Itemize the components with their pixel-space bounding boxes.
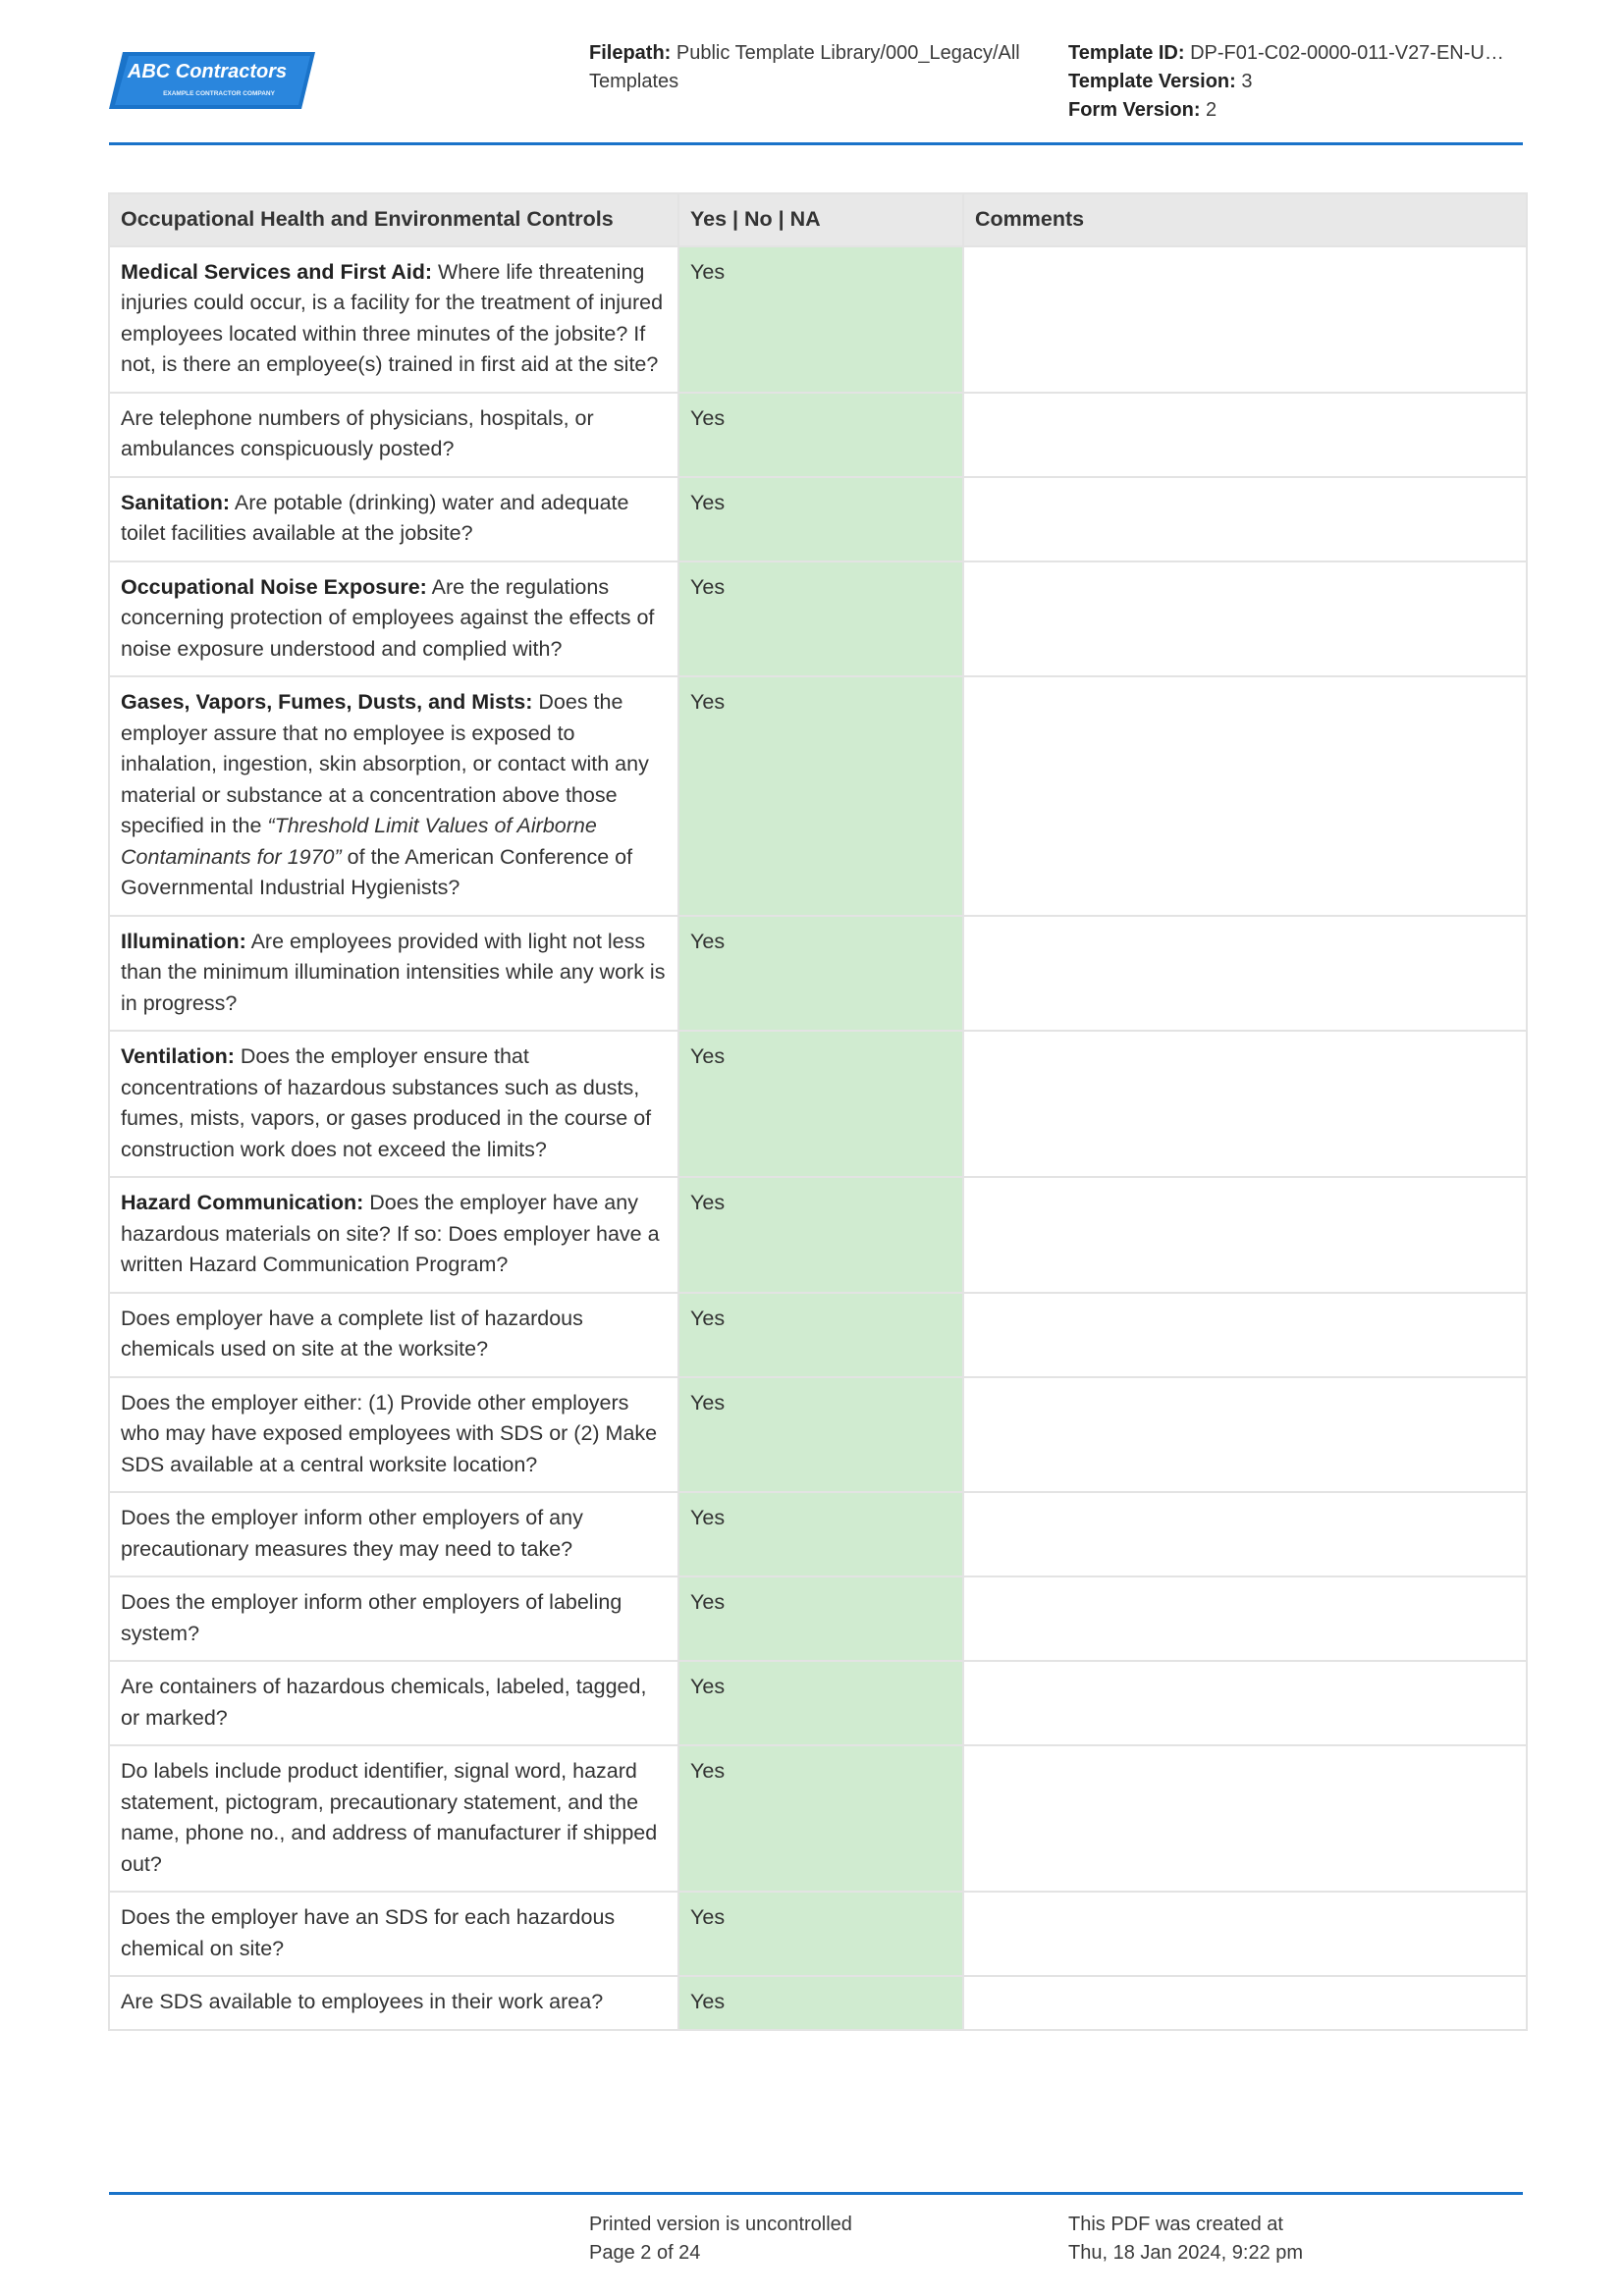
uncontrolled-notice: Printed version is uncontrolled (589, 2214, 852, 2235)
template-meta-block (1068, 39, 1525, 125)
question-label: Sanitation: (121, 490, 231, 514)
question-label: Occupational Noise Exposure: (121, 574, 427, 599)
table-row (109, 916, 1527, 1032)
question-text: Does the employer have any hazardous materials on site? If so: Does employer have a written Hazard Communication Program? (121, 1191, 660, 1276)
filepath-value: Public Template Library/000_Legacy/All Templates (589, 42, 1020, 92)
question-cell (109, 1031, 678, 1177)
question-cell (109, 561, 678, 677)
answer-cell[interactable]: Yes (678, 1745, 963, 1892)
form-version-line (1068, 96, 1525, 125)
question-cell (109, 1177, 678, 1293)
table-row (109, 1293, 1527, 1377)
question-cell (109, 393, 678, 477)
question-citation: “Threshold Limit Values of Airborne Contaminants for 1970” (121, 814, 597, 869)
question-cell (109, 1492, 678, 1576)
table-row (109, 393, 1527, 477)
answer-cell[interactable]: Yes (678, 1576, 963, 1661)
comment-cell[interactable] (963, 1031, 1527, 1177)
question-text: Are employees provided with light not less than the minimum illumination intensities while any work is in progress? (121, 929, 666, 1015)
answer-cell[interactable]: Yes (678, 393, 963, 477)
table-row (109, 1377, 1527, 1493)
footer-print-info (589, 2211, 1001, 2268)
question-cell (109, 246, 678, 393)
answer-cell[interactable]: Yes (678, 1293, 963, 1377)
answer-cell[interactable]: Yes (678, 1177, 963, 1293)
answer-cell[interactable]: Yes (678, 1976, 963, 2030)
filepath-block (589, 39, 1041, 96)
comment-cell[interactable] (963, 916, 1527, 1032)
answer-cell[interactable]: Yes (678, 1661, 963, 1745)
header-divider (109, 142, 1523, 145)
question-cell (109, 676, 678, 916)
question-cell (109, 916, 678, 1032)
answer-cell[interactable]: Yes (678, 561, 963, 677)
question-text: Does the employer either: (1) Provide other employers who may have exposed employees with SDS or (2) Make SDS available at a central worksite location? (121, 1390, 658, 1476)
column-header-question: Occupational Health and Environmental Controls (109, 193, 678, 246)
table-row (109, 246, 1527, 393)
comment-cell[interactable] (963, 676, 1527, 916)
comment-cell[interactable] (963, 1492, 1527, 1576)
question-text: Do labels include product identifier, signal word, hazard statement, pictogram, precautionary statement, and the name, phone no., and address of manufacturer if shipped out? (121, 1759, 658, 1876)
question-label: Ventilation: (121, 1044, 235, 1068)
page-number: Page 2 of 24 (589, 2242, 701, 2264)
table-header-row (109, 193, 1527, 246)
checklist-table (108, 192, 1528, 2031)
comment-cell[interactable] (963, 246, 1527, 393)
logo-tagline: EXAMPLE CONTRACTOR COMPANY (163, 90, 275, 97)
question-text-tail: of the American Conference of Governmental Industrial Hygienists? (121, 844, 633, 899)
question-text: Does the employer assure that no employee is exposed to inhalation, ingestion, skin absorption, or contact with any material or substance at a concentration above those specified in the (121, 690, 649, 837)
table-row (109, 1892, 1527, 1976)
company-logo (109, 52, 315, 109)
question-label: Hazard Communication: (121, 1191, 364, 1214)
template-version-label: Template Version: (1068, 71, 1236, 92)
comment-cell[interactable] (963, 1576, 1527, 1661)
comment-cell[interactable] (963, 1661, 1527, 1745)
question-cell (109, 1745, 678, 1892)
comment-cell[interactable] (963, 393, 1527, 477)
question-label: Illumination: (121, 929, 246, 953)
table-row (109, 1031, 1527, 1177)
template-id-label: Template ID: (1068, 42, 1185, 64)
template-version-value: 3 (1241, 71, 1253, 92)
table-row (109, 477, 1527, 561)
question-text: Are telephone numbers of physicians, hospitals, or ambulances conspicuously posted? (121, 405, 594, 460)
question-label: Gases, Vapors, Fumes, Dusts, and Mists: (121, 690, 533, 714)
comment-cell[interactable] (963, 1976, 1527, 2030)
logo-name: ABC Contractors (127, 61, 288, 82)
comment-cell[interactable] (963, 1892, 1527, 1976)
question-cell (109, 477, 678, 561)
question-text: Are potable (drinking) water and adequate toilet facilities available at the jobsite? (121, 490, 629, 545)
comment-cell[interactable] (963, 561, 1527, 677)
column-header-answer: Yes | No | NA (678, 193, 963, 246)
table-row (109, 1177, 1527, 1293)
form-version-label: Form Version: (1068, 99, 1201, 121)
question-text: Are containers of hazardous chemicals, labeled, tagged, or marked? (121, 1675, 647, 1730)
filepath-label: Filepath: (589, 42, 672, 64)
table-row (109, 1492, 1527, 1576)
answer-cell[interactable]: Yes (678, 916, 963, 1032)
question-label: Medical Services and First Aid: (121, 259, 433, 284)
question-text: Does the employer inform other employers of any precautionary measures they may need to take? (121, 1506, 583, 1561)
table-row (109, 1745, 1527, 1892)
question-cell (109, 1976, 678, 2030)
template-id-line (1068, 39, 1525, 68)
created-timestamp: Thu, 18 Jan 2024, 9:22 pm (1068, 2242, 1304, 2264)
question-text: Does the employer inform other employers of labeling system? (121, 1590, 622, 1645)
table-row (109, 676, 1527, 916)
comment-cell[interactable] (963, 1177, 1527, 1293)
created-label: This PDF was created at (1068, 2214, 1283, 2235)
table-row (109, 561, 1527, 677)
template-id-value: DP-F01-C02-0000-011-V27-EN-U… (1190, 42, 1504, 64)
answer-cell[interactable]: Yes (678, 1031, 963, 1177)
question-cell (109, 1576, 678, 1661)
page-header (109, 39, 1523, 143)
comment-cell[interactable] (963, 1377, 1527, 1493)
question-text: Does the employer ensure that concentrations of hazardous substances such as dusts, fumes, mists, vapors, or gases produced in the course of construction work does not exceed the limits? (121, 1044, 652, 1161)
comment-cell[interactable] (963, 477, 1527, 561)
answer-cell[interactable]: Yes (678, 477, 963, 561)
answer-cell[interactable]: Yes (678, 246, 963, 393)
question-cell (109, 1293, 678, 1377)
question-cell (109, 1377, 678, 1493)
question-text: Where life threatening injuries could occur, is a facility for the treatment of injured employees located within three minutes of the jobsite? If not, is there an employee(s) trained in first aid at the site? (121, 259, 664, 376)
answer-cell[interactable]: Yes (678, 1892, 963, 1976)
column-header-comments: Comments (963, 193, 1527, 246)
form-version-value: 2 (1206, 99, 1217, 121)
comment-cell[interactable] (963, 1745, 1527, 1892)
table-row (109, 1576, 1527, 1661)
template-version-line (1068, 68, 1525, 96)
table-row (109, 1661, 1527, 1745)
footer-created-info (1068, 2211, 1520, 2268)
question-cell (109, 1892, 678, 1976)
answer-cell[interactable]: Yes (678, 1492, 963, 1576)
answer-cell[interactable]: Yes (678, 676, 963, 916)
question-text: Does the employer have an SDS for each hazardous chemical on site? (121, 1905, 616, 1960)
footer-divider (109, 2192, 1523, 2195)
comment-cell[interactable] (963, 1293, 1527, 1377)
question-text: Are SDS available to employees in their work area? (121, 1990, 604, 2013)
question-text: Does employer have a complete list of hazardous chemicals used on site at the worksite? (121, 1306, 583, 1361)
question-text: Are the regulations concerning protection of employees against the effects of noise exposure understood and complied with? (121, 574, 655, 661)
question-cell (109, 1661, 678, 1745)
answer-cell[interactable]: Yes (678, 1377, 963, 1493)
table-row (109, 1976, 1527, 2030)
